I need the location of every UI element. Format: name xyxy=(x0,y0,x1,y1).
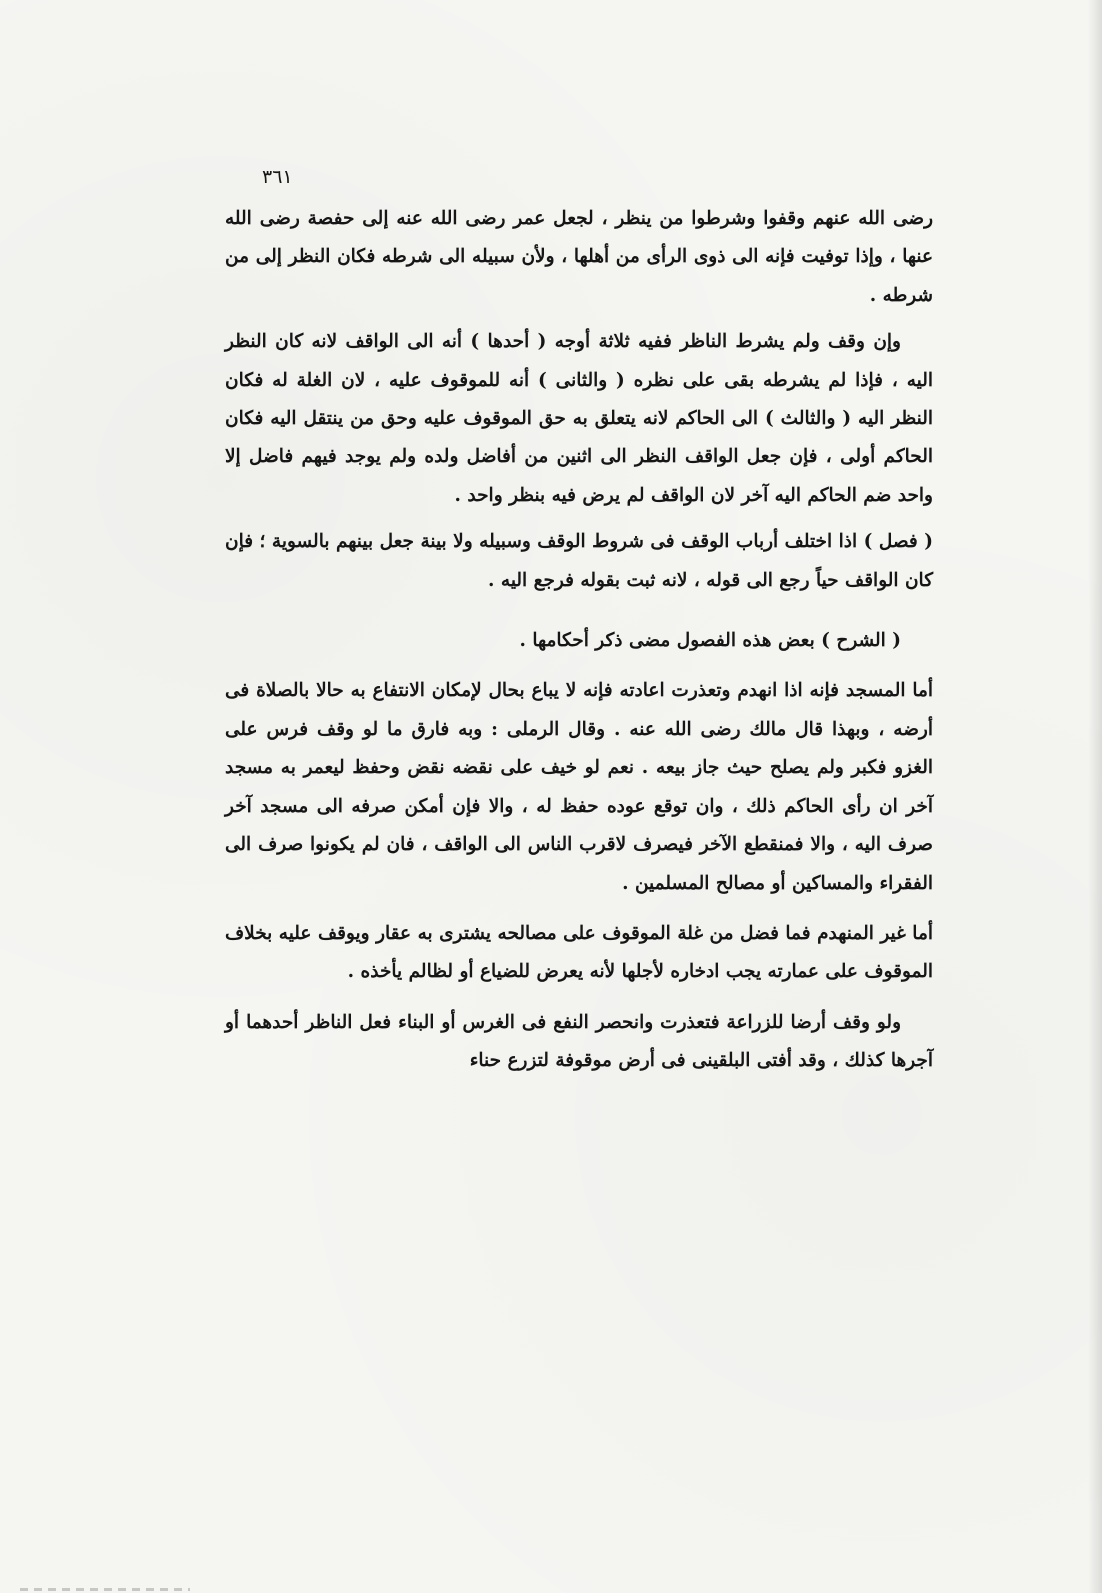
paragraph-fasl: ( فصل ) اذا اختلف أرباب الوقف فى شروط الوقف وسبيله ولا بينة جعل بينهم بالسوية ؛ فإن كان الواقف حياً رجع الى قوله ، لانه ثبت بقوله فرجع اليه . xyxy=(225,531,933,591)
paragraph-mosque: أما المسجد فإنه اذا انهدم وتعذرت اعادته فإنه لا يباع بحال لإمكان الانتفاع به حالا بالصلاة فى أرضه ، وبهذا قال مالك رضى الله عنه . وقال الرملى : وبه فارق ما لو وقف فرس على الغزو فكبر ولم يصلح حيث جاز بيعه . نعم لو خيف على نقضه نقض وحفظ ليعمر به مسجد آخر ان رأى الحاكم ذلك ، وان توقع عوده حفظ له ، والا فإن أمكن صرفه الى مسجد آخر صرف اليه ، والا فمنقطع الآخر فيصرف لاقرب الناس الى الواقف ، فان لم يكونوا صرف الى الفقراء والمساكين أو مصالح المسلمين . xyxy=(225,680,933,894)
page-number: ٣٦١ xyxy=(262,166,293,188)
paragraph-sharh: ( الشرح ) بعض هذه الفصول مضى ذكر أحكامها . xyxy=(519,630,901,652)
body-text xyxy=(225,200,933,1081)
paragraph-not-demolished: أما غير المنهدم فما فضل من غلة الموقوف على مصالحه يشترى به عقار ويوقف عليه بخلاف الموقوف على عمارته يجب ادخاره لأجلها لأنه يعرض للضياع أو لظالم يأخذه . xyxy=(225,922,933,983)
paragraph-continuation: رضى الله عنهم وقفوا وشرطوا من ينظر ، لجعل عمر رضى الله عنه إلى حفصة رضى الله عنها ، وإذا توفيت فإنه الى ذوى الرأى من أهلها ، ولأن سبيله الى شرطه فكان النظر إلى من شرطه . xyxy=(225,208,933,306)
page-edge-shadow xyxy=(1088,0,1102,1593)
scan-artifact xyxy=(20,1588,190,1591)
paragraph-three-views: وإن وقف ولم يشرط الناظر ففيه ثلاثة أوجه ( أحدها ) أنه الى الواقف لانه كان النظر اليه ، فإذا لم يشرطه بقى على نظره ( والثانى ) أنه للموقوف عليه ، لان الغلة له فكان النظر اليه ( والثالث ) الى الحاكم لانه يتعلق به حق الموقوف عليه وحق من ينتقل اليه فكان الحاكم أولى ، فإن جعل الواقف النظر الى اثنين من أفاضل ولده ولم يوجد فيهم فاضل إلا واحد ضم الحاكم اليه آخر لان الواقف لم يرض فيه بنظر واحد . xyxy=(225,331,933,506)
paragraph-agriculture: ولو وقف أرضا للزراعة فتعذرت وانحصر النفع فى الغرس أو البناء فعل الناظر أحدهما أو آجرها كذلك ، وقد أفتى البلقينى فى أرض موقوفة لتزرع حناء xyxy=(225,1011,933,1072)
